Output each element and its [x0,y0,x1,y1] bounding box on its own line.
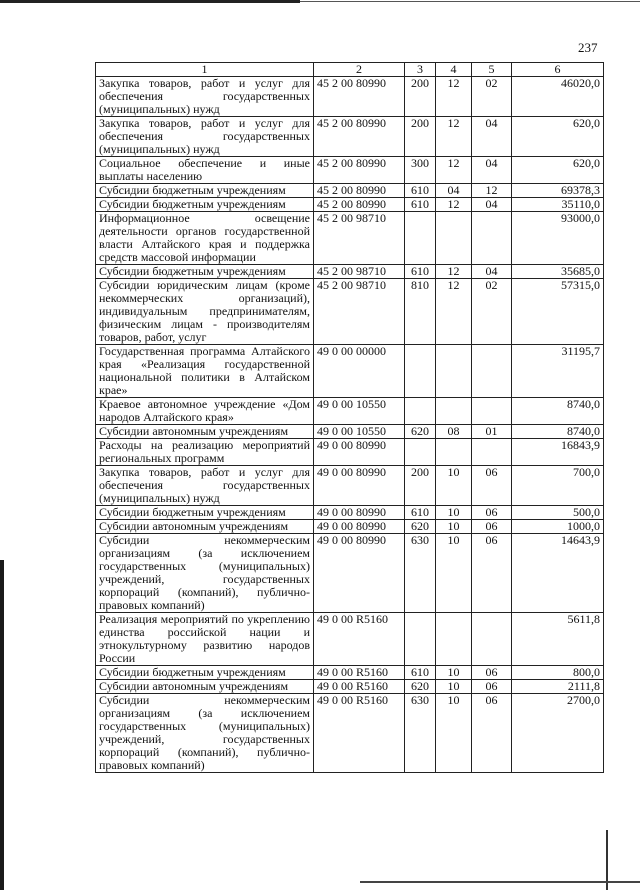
header-cell: 1 [96,63,314,77]
row-name-cell: Субсидии юридическим лицам (кроме некоммерческих организаций), индивидуальным предпринимателям, физическим лицам - производителям товаров, работ, услуг [96,279,314,345]
row-expense-type-cell: 810 [405,279,436,345]
table-row [96,425,604,439]
row-name-cell: Закупка товаров, работ и услуг для обеспечения государственных (муниципальных) нужд [96,117,314,157]
row-section-cell: 12 [436,157,472,184]
row-section-cell: 12 [436,265,472,279]
budget-table-body [96,63,604,773]
row-amount-cell: 8740,0 [512,398,604,425]
row-section-cell: 12 [436,198,472,212]
row-name-cell: Закупка товаров, работ и услуг для обеспечения государственных (муниципальных) нужд [96,466,314,506]
row-expense-type-cell: 200 [405,77,436,117]
row-section-cell: 10 [436,680,472,694]
row-amount-cell: 93000,0 [512,212,604,265]
row-amount-cell: 35110,0 [512,198,604,212]
header-row [96,63,604,77]
row-code-cell: 45 2 00 98710 [314,212,405,265]
row-subsection-cell: 04 [472,117,512,157]
table-row [96,265,604,279]
table-row [96,77,604,117]
row-amount-cell: 14643,9 [512,534,604,613]
table-row [96,534,604,613]
row-name-cell: Субсидии бюджетным учреждениям [96,666,314,680]
row-section-cell: 08 [436,425,472,439]
row-name-cell: Субсидии бюджетным учреждениям [96,198,314,212]
row-code-cell: 49 0 00 80990 [314,466,405,506]
row-expense-type-cell: 610 [405,666,436,680]
row-amount-cell: 500,0 [512,506,604,520]
scan-edge-top-thin [300,1,640,2]
row-code-cell: 49 0 00 80990 [314,439,405,466]
row-expense-type-cell [405,439,436,466]
row-expense-type-cell: 610 [405,506,436,520]
row-expense-type-cell [405,345,436,398]
row-name-cell: Субсидии бюджетным учреждениям [96,265,314,279]
row-subsection-cell: 06 [472,466,512,506]
row-expense-type-cell [405,212,436,265]
row-section-cell: 10 [436,520,472,534]
row-subsection-cell: 06 [472,506,512,520]
row-expense-type-cell: 630 [405,534,436,613]
row-section-cell: 12 [436,77,472,117]
row-amount-cell: 800,0 [512,666,604,680]
row-code-cell: 45 2 00 98710 [314,265,405,279]
row-code-cell: 45 2 00 80990 [314,157,405,184]
row-amount-cell: 700,0 [512,466,604,506]
row-subsection-cell: 04 [472,198,512,212]
scan-edge-bottom [360,881,640,883]
row-section-cell [436,439,472,466]
page-number: 237 [578,40,598,55]
row-name-cell: Субсидии автономным учреждениям [96,520,314,534]
table-row [96,398,604,425]
table-row [96,198,604,212]
row-expense-type-cell [405,398,436,425]
row-expense-type-cell: 630 [405,694,436,773]
row-subsection-cell [472,398,512,425]
row-amount-cell: 2111,8 [512,680,604,694]
table-row [96,117,604,157]
row-subsection-cell: 12 [472,184,512,198]
row-section-cell: 12 [436,279,472,345]
row-code-cell: 49 0 00 80990 [314,534,405,613]
scan-edge-top [0,0,300,3]
row-amount-cell: 35685,0 [512,265,604,279]
row-subsection-cell [472,212,512,265]
table-row [96,157,604,184]
row-subsection-cell: 06 [472,680,512,694]
row-name-cell: Субсидии бюджетным учреждениям [96,506,314,520]
row-expense-type-cell: 620 [405,680,436,694]
row-name-cell: Субсидии бюджетным учреждениям [96,184,314,198]
table-row [96,345,604,398]
row-expense-type-cell: 200 [405,466,436,506]
row-name-cell: Закупка товаров, работ и услуг для обеспечения государственных (муниципальных) нужд [96,77,314,117]
row-amount-cell: 57315,0 [512,279,604,345]
table-row [96,439,604,466]
row-section-cell [436,345,472,398]
row-subsection-cell [472,345,512,398]
row-name-cell: Государственная программа Алтайского края «Реализация государственной национальной политики в Алтайском крае» [96,345,314,398]
row-section-cell: 10 [436,666,472,680]
table-row [96,184,604,198]
row-section-cell: 10 [436,534,472,613]
row-subsection-cell: 04 [472,157,512,184]
row-code-cell: 49 0 00 R5160 [314,680,405,694]
row-code-cell: 45 2 00 80990 [314,198,405,212]
table-row [96,279,604,345]
row-name-cell: Субсидии автономным учреждениям [96,680,314,694]
row-subsection-cell: 06 [472,520,512,534]
row-amount-cell: 620,0 [512,117,604,157]
row-subsection-cell [472,613,512,666]
header-cell: 4 [436,63,472,77]
row-code-cell: 45 2 00 80990 [314,77,405,117]
row-subsection-cell: 04 [472,265,512,279]
row-section-cell: 10 [436,506,472,520]
row-code-cell: 49 0 00 R5160 [314,666,405,680]
row-name-cell: Субсидии некоммерческим организациям (за исключением государственных (муниципальных) учреждений, государственных корпораций (компаний), публично-правовых компаний) [96,534,314,613]
table-row [96,666,604,680]
row-code-cell: 49 0 00 80990 [314,506,405,520]
row-code-cell: 49 0 00 80990 [314,520,405,534]
row-subsection-cell: 02 [472,77,512,117]
row-code-cell: 45 2 00 80990 [314,184,405,198]
row-amount-cell: 1000,0 [512,520,604,534]
row-subsection-cell: 06 [472,666,512,680]
scan-edge-left [0,560,4,890]
row-name-cell: Реализация мероприятий по укреплению единства российской нации и этнокультурному развитию народов России [96,613,314,666]
header-cell: 3 [405,63,436,77]
table-row [96,613,604,666]
header-cell: 5 [472,63,512,77]
row-amount-cell: 69378,3 [512,184,604,198]
row-expense-type-cell: 610 [405,184,436,198]
row-name-cell: Социальное обеспечение и иные выплаты населению [96,157,314,184]
row-section-cell [436,613,472,666]
row-code-cell: 49 0 00 10550 [314,425,405,439]
row-section-cell: 10 [436,466,472,506]
row-amount-cell: 8740,0 [512,425,604,439]
row-code-cell: 49 0 00 00000 [314,345,405,398]
row-section-cell [436,212,472,265]
row-subsection-cell: 01 [472,425,512,439]
row-amount-cell: 5611,8 [512,613,604,666]
table-row [96,212,604,265]
row-subsection-cell: 06 [472,534,512,613]
row-amount-cell: 620,0 [512,157,604,184]
table-row [96,466,604,506]
row-section-cell: 04 [436,184,472,198]
row-code-cell: 49 0 00 R5160 [314,694,405,773]
row-name-cell: Информационное освещение деятельности органов государственной власти Алтайского края и поддержка средств массовой информации [96,212,314,265]
row-amount-cell: 46020,0 [512,77,604,117]
row-expense-type-cell [405,613,436,666]
row-name-cell: Субсидии некоммерческим организациям (за исключением государственных (муниципальных) учреждений, государственных корпораций (компаний), публично-правовых компаний) [96,694,314,773]
header-cell: 6 [512,63,604,77]
row-subsection-cell [472,439,512,466]
header-cell: 2 [314,63,405,77]
row-section-cell [436,398,472,425]
budget-table [95,62,604,773]
row-amount-cell: 31195,7 [512,345,604,398]
table-row [96,520,604,534]
row-section-cell: 10 [436,694,472,773]
row-code-cell: 49 0 00 R5160 [314,613,405,666]
row-name-cell: Расходы на реализацию мероприятий региональных программ [96,439,314,466]
row-expense-type-cell: 300 [405,157,436,184]
row-amount-cell: 16843,9 [512,439,604,466]
table-row [96,680,604,694]
row-section-cell: 12 [436,117,472,157]
row-code-cell: 45 2 00 80990 [314,117,405,157]
row-amount-cell: 2700,0 [512,694,604,773]
row-name-cell: Краевое автономное учреждение «Дом народов Алтайского края» [96,398,314,425]
table-row [96,694,604,773]
row-subsection-cell: 02 [472,279,512,345]
row-subsection-cell: 06 [472,694,512,773]
row-expense-type-cell: 620 [405,520,436,534]
row-code-cell: 49 0 00 10550 [314,398,405,425]
row-expense-type-cell: 620 [405,425,436,439]
row-expense-type-cell: 200 [405,117,436,157]
table-row [96,506,604,520]
row-expense-type-cell: 610 [405,198,436,212]
row-code-cell: 45 2 00 98710 [314,279,405,345]
row-name-cell: Субсидии автономным учреждениям [96,425,314,439]
row-expense-type-cell: 610 [405,265,436,279]
